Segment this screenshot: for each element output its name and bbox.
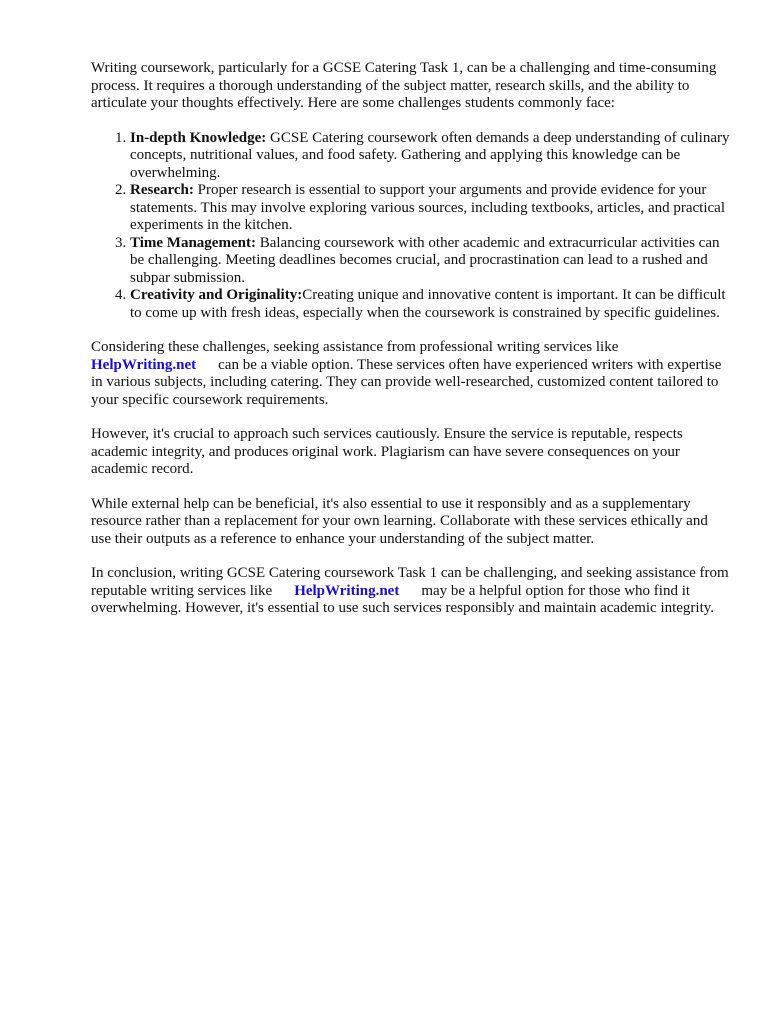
responsible-use-paragraph: While external help can be beneficial, it's also essential to use it responsibly and as a supplementary resource rather than a replacement for your own learning. Collaborate with these services ethically and use their outputs as a reference to enhance your understanding of the subject matter. [91,495,708,547]
helpwriting-link[interactable]: HelpWriting.net [91,356,197,373]
services-paragraph [91,339,731,409]
list-item [130,182,731,235]
helpwriting-link[interactable]: HelpWriting.net [294,582,400,599]
conclusion-paragraph [91,565,731,618]
list-item-term: In-depth Knowledge: [130,129,267,146]
list-item-text: Balancing coursework with other academic and extracurricular activities can be challenging. Meeting deadlines becomes crucial, and procrastination can lead to a rushed and subpar submission. [130,234,720,286]
services-text-after: can be a viable option. These services often have experienced writers with expertise in various subjects, including catering. They can provide well-researched, customized content tailored to your specific coursework requirements. [91,356,722,408]
list-item-term: Creativity and Originality: [130,287,303,303]
document-body [91,60,731,635]
list-item [130,287,731,322]
list-item-text: GCSE Catering coursework often demands a deep understanding of culinary concepts, nutritional values, and food safety. Gathering and applying this knowledge can be overwhelming. [130,129,730,181]
conclusion-text-after: may be a helpful option for those who find it overwhelming. However, it's essential to use such services responsibly and maintain academic integrity. [91,582,715,616]
challenges-list [91,130,731,323]
list-item-text: Proper research is essential to support your arguments and provide evidence for your statements. This may involve exploring various sources, including textbooks, articles, and practical experiments in the kitchen. [130,182,725,233]
services-text-before: Considering these challenges, seeking assistance from professional writing services like [91,339,619,355]
list-item-term: Time Management: [130,234,256,251]
list-item [130,235,731,288]
list-item-term: Research: [130,182,194,198]
caution-paragraph: However, it's crucial to approach such services cautiously. Ensure the service is reputable, respects academic integrity, and produces original work. Plagiarism can have severe consequences on your academic record. [91,426,683,477]
intro-paragraph: Writing coursework, particularly for a GCSE Catering Task 1, can be a challenging and time-consuming process. It requires a thorough understanding of the subject matter, research skills, and the ability to articulate your thoughts effectively. Here are some challenges students commonly face: [91,60,717,111]
list-item-text: Creating unique and innovative content is important. It can be difficult to come up with fresh ideas, especially when the coursework is constrained by specific guidelines. [130,287,726,321]
list-item [130,130,731,183]
conclusion-text-before: In conclusion, writing GCSE Catering coursework Task 1 can be challenging, and seeking assistance from reputable writing services like [91,565,729,599]
